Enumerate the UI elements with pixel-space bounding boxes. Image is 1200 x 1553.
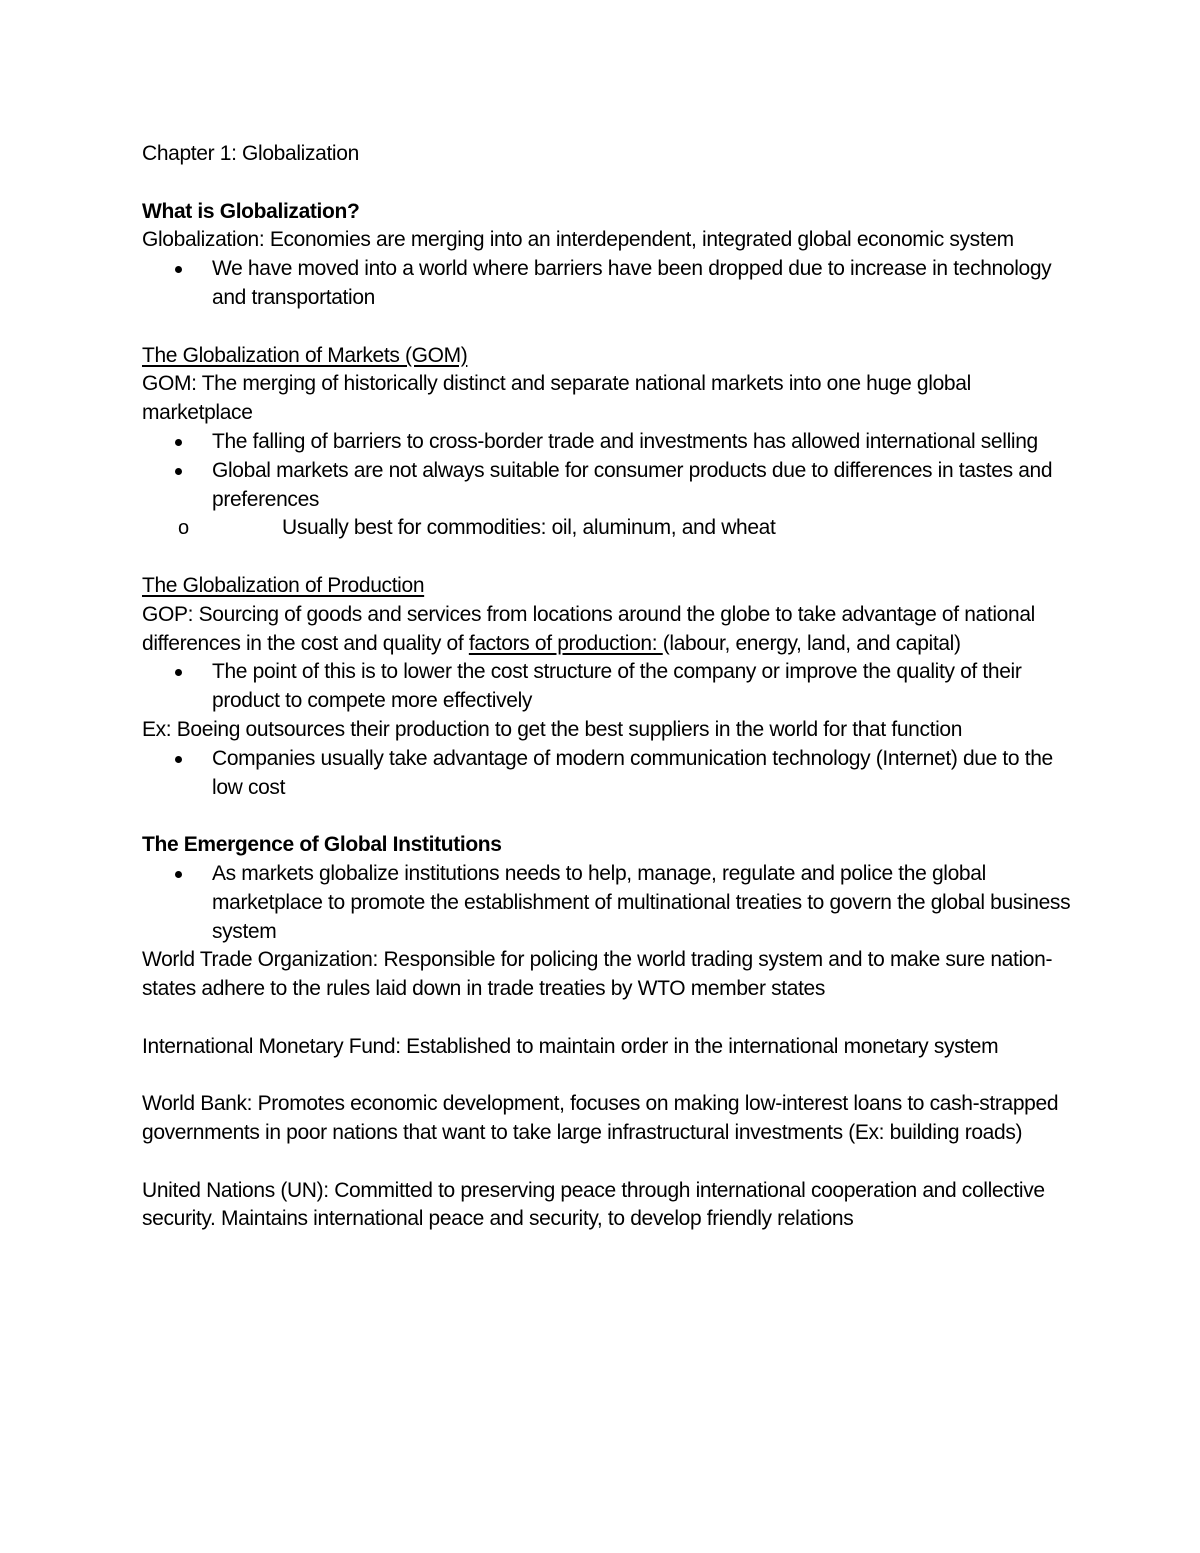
sub-list-item: o Usually best for commodities: oil, aluminum, and wheat xyxy=(142,514,1072,543)
bullet-list xyxy=(142,255,1072,313)
list-item: We have moved into a world where barriers have been dropped due to increase in technology and transportation xyxy=(142,255,1072,313)
spacer xyxy=(142,802,1072,831)
bullet-list xyxy=(142,745,1072,803)
list-item: As markets globalize institutions needs to help, manage, regulate and police the global marketplace to promote the establishment of multinational treaties to govern the global business system xyxy=(142,860,1072,946)
gop-definition-text: GOP: Sourcing of goods and services from locations around the globe to take advantage of national differences in the cost and quality of xyxy=(142,602,1035,655)
list-item xyxy=(142,457,1072,543)
spacer xyxy=(142,313,1072,342)
chapter-title: Chapter 1: Globalization xyxy=(142,142,359,165)
bullet-list xyxy=(142,658,1072,716)
list-item: The point of this is to lower the cost structure of the company or improve the quality of their product to compete more effectively xyxy=(142,658,1072,716)
gop-definition-text-end: (labour, energy, land, and capital) xyxy=(662,631,961,655)
spacer xyxy=(142,169,1072,198)
sub-bullet-list xyxy=(142,514,1072,543)
gom-definition: GOM: The merging of historically distinct and separate national markets into one huge global marketplace xyxy=(142,372,971,425)
section-heading-what-is-globalization: What is Globalization? xyxy=(142,199,360,223)
spacer xyxy=(142,1062,1072,1091)
section-heading-globalization-of-production: The Globalization of Production xyxy=(142,573,425,597)
list-item: The falling of barriers to cross-border trade and investments has allowed international selling xyxy=(142,428,1072,457)
list-item-text: Global markets are not always suitable for consumer products due to differences in tastes and preferences xyxy=(212,458,1053,511)
globalization-definition: Globalization: Economies are merging into an interdependent, integrated global economic system xyxy=(142,228,1014,252)
spacer xyxy=(142,1004,1072,1033)
document-page xyxy=(142,140,1072,1234)
gop-definition xyxy=(142,601,1072,659)
spacer xyxy=(142,543,1072,572)
section-heading-global-institutions: The Emergence of Global Institutions xyxy=(142,833,502,857)
spacer xyxy=(142,1148,1072,1177)
world-bank-paragraph: World Bank: Promotes economic development, focuses on making low-interest loans to cash-strapped governments in poor nations that want to take large infrastructural investments (Ex: building roads) xyxy=(142,1092,1059,1145)
wto-paragraph: World Trade Organization: Responsible for policing the world trading system and to make sure nation-states adhere to the rules laid down in trade treaties by WTO member states xyxy=(142,948,1053,1001)
bullet-list xyxy=(142,860,1072,946)
section-heading-globalization-of-markets: The Globalization of Markets (GOM) xyxy=(142,343,468,367)
un-paragraph: United Nations (UN): Committed to preserving peace through international cooperation and collective security. Maintains international peace and security, to develop friendly relations xyxy=(142,1178,1045,1231)
imf-paragraph: International Monetary Fund: Established to maintain order in the international monetary system xyxy=(142,1034,999,1058)
boeing-example: Ex: Boeing outsources their production to get the best suppliers in the world for that function xyxy=(142,717,963,741)
factors-of-production-term: factors of production: xyxy=(468,631,663,655)
list-item: Companies usually take advantage of modern communication technology (Internet) due to the low cost xyxy=(142,745,1072,803)
bullet-list xyxy=(142,428,1072,543)
